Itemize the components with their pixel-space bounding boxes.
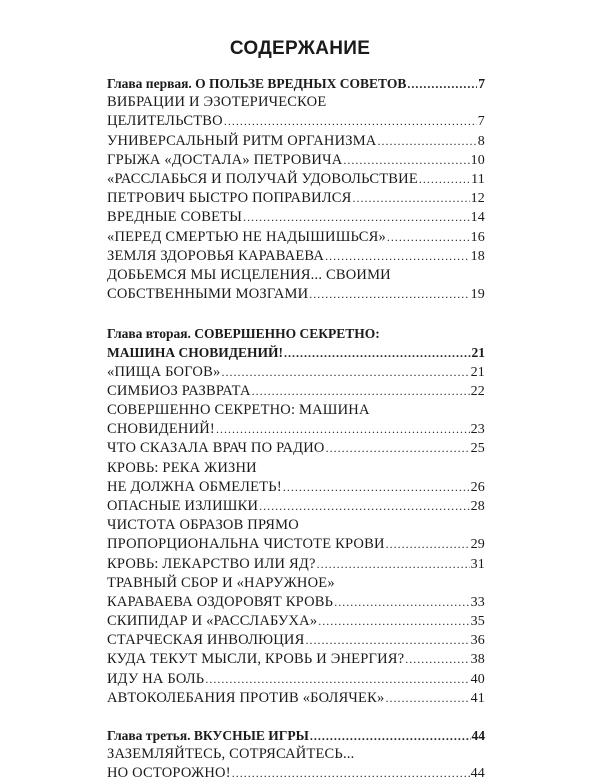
dot-leader [326, 439, 470, 458]
chapter-title: Глава первая. О ПОЛЬЗЕ ВРЕДНЫХ СОВЕТОВ [107, 76, 407, 91]
toc-entry[interactable] [107, 266, 485, 285]
entry-title: «ПИЩА БОГОВ» [107, 363, 221, 380]
page-number: 38 [470, 652, 485, 668]
toc-entry[interactable] [107, 382, 485, 401]
entry-title: ПЕТРОВИЧ БЫСТРО ПОПРАВИЛСЯ [107, 190, 352, 207]
chapter-title: МАШИНА СНОВИДЕНИЙ! [107, 345, 283, 361]
toc-entry[interactable] [107, 497, 485, 516]
dot-leader [386, 535, 470, 554]
entry-title: ТРАВНЫЙ СБОР И «НАРУЖНОЕ» [107, 574, 335, 591]
toc-entry[interactable] [107, 612, 485, 631]
dot-leader [334, 593, 469, 612]
page-title: СОДЕРЖАНИЕ [229, 38, 371, 59]
entry-title: СНОВИДЕНИЙ! [107, 421, 215, 438]
toc-entry[interactable] [107, 170, 485, 189]
dot-leader [243, 208, 470, 227]
page-number: 36 [470, 633, 485, 649]
page-number: 25 [470, 441, 485, 457]
dot-leader [310, 727, 471, 746]
toc-entry[interactable] [107, 363, 485, 382]
entry-title: КРОВЬ: РЕКА ЖИЗНИ [107, 459, 257, 476]
entry-title: СКИПИДАР И «РАССЛАБУХА» [107, 613, 318, 630]
toc-entry[interactable] [107, 401, 485, 420]
entry-title: ЧТО СКАЗАЛА ВРАЧ ПО РАДИО [107, 440, 325, 457]
entry-title: СОВЕРШЕННО СЕКРЕТНО: МАШИНА [107, 402, 370, 418]
page-number: 21 [471, 345, 485, 361]
toc-entry-continuation[interactable] [107, 420, 485, 439]
page-number: 41 [470, 690, 485, 706]
page-number: 29 [470, 537, 485, 553]
chapter-spacer [107, 304, 485, 324]
chapter-spacer [107, 708, 485, 726]
entry-title: АВТОКОЛЕБАНИЯ ПРОТИВ «БОЛЯЧЕК» [107, 689, 385, 706]
entry-title: «РАССЛАБЬСЯ И ПОЛУЧАЙ УДОВОЛЬСТВИЕ [107, 170, 418, 187]
entry-title: ЗЕМЛЯ ЗДОРОВЬЯ КАРАВАЕВА [107, 247, 325, 264]
dot-leader [353, 189, 470, 208]
chapter-heading-continuation[interactable] [107, 343, 485, 362]
toc-entry[interactable] [107, 631, 485, 650]
toc-entry-continuation[interactable] [107, 478, 485, 497]
entry-title: ЦЕЛИТЕЛЬСТВО [107, 113, 223, 130]
entry-title: НО ОСТОРОЖНО! [107, 765, 231, 782]
chapter-title: Глава вторая. СОВЕРШЕННО СЕКРЕТНО: [107, 326, 380, 342]
entry-title: СТАРЧЕСКАЯ ИНВОЛЮЦИЯ [107, 632, 305, 649]
toc-entry[interactable] [107, 574, 485, 593]
toc-entry[interactable] [107, 228, 485, 247]
page-number: 10 [470, 152, 485, 168]
page-number: 40 [470, 671, 485, 687]
entry-title: ГРЫЖА «ДОСТАЛА» ПЕТРОВИЧА [107, 151, 343, 168]
entry-title: ВРЕДНЫЕ СОВЕТЫ [107, 209, 243, 226]
page-number: 19 [470, 287, 485, 303]
page-number: 21 [470, 364, 485, 380]
toc-entry[interactable] [107, 459, 485, 478]
toc-entry-continuation[interactable] [107, 535, 485, 554]
dot-leader [405, 650, 469, 669]
dot-leader [318, 612, 469, 631]
toc-entry[interactable] [107, 247, 485, 266]
toc-entry-continuation[interactable] [107, 764, 485, 783]
page-number: 44 [471, 728, 485, 743]
entry-title: КУДА ТЕКУТ МЫСЛИ, КРОВЬ И ЭНЕРГИЯ? [107, 651, 405, 668]
dot-leader [216, 420, 470, 439]
toc-entry[interactable] [107, 650, 485, 669]
entry-title: ВИБРАЦИИ И ЭЗОТЕРИЧЕСКОЕ [107, 94, 327, 111]
entry-title: ПРОПОРЦИОНАЛЬНА ЧИСТОТЕ КРОВИ [107, 536, 385, 553]
toc-entry[interactable] [107, 208, 485, 227]
entry-title: КАРАВАЕВА ОЗДОРОВЯТ КРОВЬ [107, 593, 334, 610]
page-number: 44 [470, 766, 485, 782]
entry-title: СИМБИОЗ РАЗВРАТА [107, 382, 251, 399]
dot-leader [232, 764, 470, 783]
toc-entry[interactable] [107, 439, 485, 458]
page-number: 33 [470, 594, 485, 610]
chapter-heading[interactable] [107, 324, 485, 343]
dot-leader [343, 151, 469, 170]
toc-entry-continuation[interactable] [107, 285, 485, 304]
page-number: 28 [470, 498, 485, 514]
page-number: 7 [478, 76, 485, 91]
chapter-title: Глава третья. ВКУСНЫЕ ИГРЫ [107, 728, 309, 743]
page-number: 26 [470, 479, 485, 495]
dot-leader [385, 689, 469, 708]
toc-entry[interactable] [107, 555, 485, 574]
entry-title: УНИВЕРСАЛЬНЫЙ РИТМ ОРГАНИЗМА [107, 132, 377, 149]
dot-leader [325, 247, 470, 266]
entry-title: НЕ ДОЛЖНА ОБМЕЛЕТЬ! [107, 478, 282, 495]
page-number: 18 [470, 248, 485, 264]
dot-leader [305, 631, 469, 650]
dot-leader [259, 497, 469, 516]
entry-title: ЧИСТОТА ОБРАЗОВ ПРЯМО [107, 517, 299, 534]
dot-leader [377, 132, 476, 151]
toc-entry[interactable] [107, 132, 485, 151]
toc-entry-continuation[interactable] [107, 593, 485, 612]
dot-leader [205, 670, 469, 689]
entry-title: ОПАСНЫЕ ИЗЛИШКИ [107, 497, 259, 514]
entry-title: «ПЕРЕД СМЕРТЬЮ НЕ НАДЫШИШЬСЯ» [107, 228, 386, 245]
entry-title: ДОБЬЕМСЯ МЫ ИСЦЕЛЕНИЯ... СВОИМИ [107, 266, 391, 283]
page-number: 31 [470, 556, 485, 572]
toc-entry[interactable] [107, 745, 485, 764]
dot-leader [309, 285, 469, 304]
toc-entry[interactable] [107, 516, 485, 535]
toc-entry[interactable] [107, 93, 485, 112]
entry-title: КРОВЬ: ЛЕКАРСТВО ИЛИ ЯД? [107, 555, 316, 572]
page-number: 35 [470, 614, 485, 630]
page-number: 23 [470, 422, 485, 438]
dot-leader [283, 478, 470, 497]
dot-leader [317, 555, 470, 574]
page-number: 14 [470, 210, 485, 226]
toc-entry[interactable] [107, 151, 485, 170]
page-number: 8 [477, 133, 485, 149]
dot-leader [387, 228, 470, 247]
toc-entry[interactable] [107, 689, 485, 708]
dot-leader [252, 382, 470, 401]
page-number: 12 [470, 191, 485, 207]
dot-leader [284, 344, 471, 363]
dot-leader [407, 75, 477, 94]
toc-entry-continuation[interactable] [107, 112, 485, 131]
chapter-heading[interactable] [107, 726, 485, 745]
entry-title: СОБСТВЕННЫМИ МОЗГАМИ [107, 286, 309, 303]
page-number: 22 [470, 383, 485, 399]
chapter-heading[interactable] [107, 74, 485, 93]
toc-entry[interactable] [107, 189, 485, 208]
page-number: 11 [471, 171, 485, 187]
page-number: 7 [477, 114, 485, 130]
dot-leader [224, 112, 477, 131]
toc-entry[interactable] [107, 670, 485, 689]
dot-leader [419, 170, 470, 189]
entry-title: ЗАЗЕМЛЯЙТЕСЬ, СОТРЯСАЙТЕСЬ... [107, 746, 355, 763]
page-number: 16 [470, 229, 485, 245]
table-of-contents [107, 74, 485, 784]
dot-leader [221, 363, 469, 382]
entry-title: ИДУ НА БОЛЬ [107, 670, 205, 687]
